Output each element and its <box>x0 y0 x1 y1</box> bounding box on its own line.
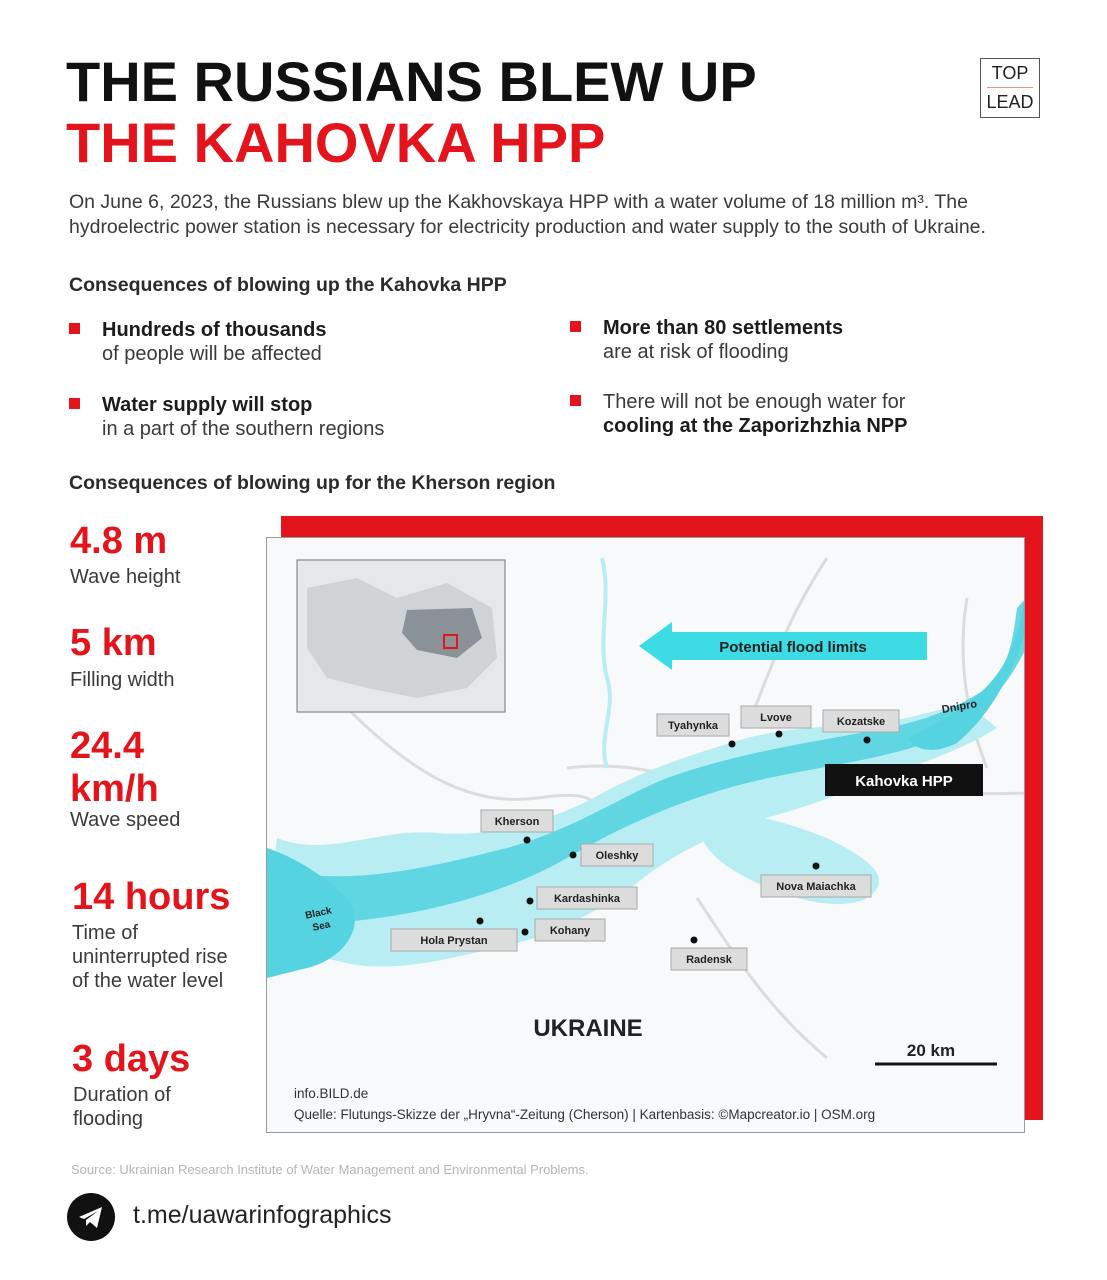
black-sea-label-2: Sea <box>311 919 332 934</box>
svg-text:Kohany: Kohany <box>549 925 591 937</box>
town-oleshky <box>570 844 654 866</box>
top-lead-logo <box>980 58 1040 118</box>
stat-wave-speed-label: Wave speed <box>70 809 181 831</box>
ukraine-label: UKRAINE <box>533 1015 643 1042</box>
svg-text:Oleshky: Oleshky <box>595 850 639 862</box>
stat-duration-label: Duration of flooding <box>73 1084 171 1130</box>
title-line-2: THE KAHOVKA HPP <box>66 111 606 174</box>
bullet-square-icon <box>570 395 581 406</box>
stat-wave-speed-value-unit: km/h <box>70 768 159 810</box>
bullet-square-icon <box>69 398 80 409</box>
stat-wave-height-value: 4.8 m <box>70 520 168 562</box>
consequence-item: There will not be enough water for cooling at the Zaporizhzhia NPP <box>603 390 907 438</box>
svg-text:Nova Maiachka: Nova Maiachka <box>776 881 856 893</box>
svg-text:20 km: 20 km <box>906 1041 956 1060</box>
town-kardashinka <box>527 887 638 909</box>
svg-text:Kherson: Kherson <box>494 816 540 828</box>
kherson-heading: Consequences of blowing up for the Kherson region <box>69 472 556 494</box>
stat-rise-time-label: Time of uninterrupted rise of the water level <box>72 922 228 992</box>
logo-top-text: TOP <box>991 63 1029 83</box>
consequence-item: Hundreds of thousands of people will be affected <box>102 318 326 366</box>
bullet-square-icon <box>69 323 80 334</box>
svg-text:Radensk: Radensk <box>686 954 732 966</box>
logo-bottom-text: LEAD <box>986 92 1034 112</box>
title-line-1: THE RUSSIANS BLEW UP <box>66 50 757 113</box>
black-sea-label-1: Black <box>304 905 333 922</box>
svg-text:Potential flood limits: Potential flood limits <box>719 639 867 656</box>
map-credit-bild: info.BILD.de <box>294 1086 369 1101</box>
consequence-item: Water supply will stop in a part of the southern regions <box>102 393 384 441</box>
stat-filling-width-value: 5 km <box>70 622 157 664</box>
source-note: Source: Ukrainian Research Institute of Water Management and Environmental Problems. <box>71 1162 589 1177</box>
stat-wave-speed-value-number: 24.4 <box>70 725 144 767</box>
intro-paragraph: On June 6, 2023, the Russians blew up the Kakhovskaya HPP with a water volume of 18 million m³. The hydroelectric power station is necessary for electricity production and water supply to the south of Ukraine. <box>69 191 986 238</box>
telegram-icon[interactable] <box>67 1193 115 1241</box>
stat-wave-height-label: Wave height <box>70 566 181 588</box>
stat-rise-time-value: 14 hours <box>72 876 231 918</box>
svg-text:Kahovka HPP: Kahovka HPP <box>855 773 953 790</box>
bullet-square-icon <box>570 321 581 332</box>
flood-map <box>266 537 1025 1133</box>
stat-filling-width-label: Filling width <box>70 669 175 691</box>
consequences-heading: Consequences of blowing up the Kahovka HPP <box>69 274 507 296</box>
stat-duration-value: 3 days <box>72 1038 191 1080</box>
kahovka-hpp-marker <box>825 764 983 796</box>
inset-europe-map <box>297 560 505 712</box>
consequence-item: More than 80 settlements are at risk of flooding <box>603 316 843 364</box>
dnipro-label: Dnipro <box>940 698 978 717</box>
telegram-link[interactable]: t.me/uawarinfographics <box>133 1201 392 1229</box>
map-credit-source: Quelle: Flutungs-Skizze der „Hryvna“-Zeitung (Cherson) | Kartenbasis: ©Mapcreator.io | OSM.org <box>294 1107 876 1122</box>
svg-text:Hola Prystan: Hola Prystan <box>420 935 488 947</box>
svg-text:Tyahynka: Tyahynka <box>668 720 718 732</box>
svg-text:Lvove: Lvove <box>760 712 792 724</box>
svg-text:Kardashinka: Kardashinka <box>553 893 621 905</box>
svg-text:Kozatske: Kozatske <box>836 716 886 728</box>
